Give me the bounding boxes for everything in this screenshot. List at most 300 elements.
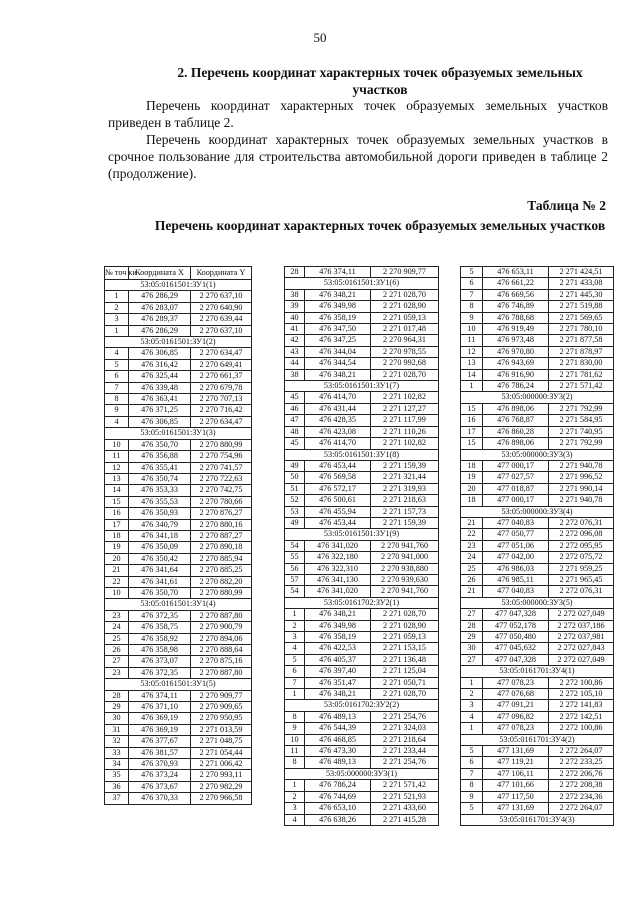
point-number: 31 <box>105 724 129 735</box>
point-row <box>285 620 439 631</box>
point-number: 2 <box>461 689 483 700</box>
plot-group-row <box>285 597 439 608</box>
coordinate-y: 2 270 716,42 <box>191 405 252 416</box>
coordinate-y: 2 270 661,37 <box>191 371 252 382</box>
point-row <box>105 451 252 462</box>
point-number: 28 <box>461 620 483 631</box>
coordinate-x: 476 358,19 <box>305 312 371 323</box>
coordinate-y: 2 270 909,77 <box>191 690 252 701</box>
coordinate-x: 476 500,61 <box>305 495 371 506</box>
point-row <box>105 496 252 507</box>
point-number: 9 <box>105 405 129 416</box>
coordinate-y: 2 270 637,10 <box>191 291 252 302</box>
coordinate-x: 476 350,70 <box>129 439 191 450</box>
point-row <box>105 610 252 621</box>
coordinate-x: 476 325,44 <box>129 371 191 382</box>
point-row <box>285 586 439 597</box>
point-number: 10 <box>105 587 129 598</box>
coordinate-y: 2 270 722,63 <box>191 473 252 484</box>
table-header-row <box>105 267 252 280</box>
coordinate-x: 476 341,61 <box>129 576 191 587</box>
point-number: 28 <box>285 267 305 278</box>
point-row <box>285 791 439 802</box>
point-number: 18 <box>461 495 483 506</box>
point-number: 22 <box>461 529 483 540</box>
coordinate-y: 2 272 234,36 <box>549 791 614 802</box>
coordinate-x: 477 106,11 <box>483 768 549 779</box>
coordinate-y: 2 270 649,41 <box>191 359 252 370</box>
point-row <box>285 746 439 757</box>
coordinate-y: 2 270 707,13 <box>191 394 252 405</box>
point-number: 5 <box>461 746 483 757</box>
coordinate-y: 2 272 141,83 <box>549 700 614 711</box>
point-number: 4 <box>105 348 129 359</box>
coordinate-x: 476 341,130 <box>305 574 371 585</box>
coordinate-y: 2 270 885,94 <box>191 553 252 564</box>
coordinate-x: 476 286,29 <box>129 325 191 336</box>
coordinate-x: 476 350,93 <box>129 508 191 519</box>
coordinate-y: 2 272 233,25 <box>549 757 614 768</box>
coordinate-x: 476 422,53 <box>305 643 371 654</box>
coordinate-y: 2 271 781,62 <box>549 369 614 380</box>
point-row <box>285 517 439 528</box>
coordinate-x: 476 348,21 <box>305 369 371 380</box>
point-number: 34 <box>105 759 129 770</box>
coordinate-x: 476 397,40 <box>305 666 371 677</box>
point-row <box>461 654 614 665</box>
coordinate-y: 2 270 938,880 <box>371 563 439 574</box>
point-row <box>105 416 252 427</box>
coordinate-y: 2 270 887,80 <box>191 667 252 678</box>
point-row <box>105 542 252 553</box>
point-row <box>105 656 252 667</box>
coordinate-y: 2 271 571,42 <box>371 780 439 791</box>
point-row <box>461 609 614 620</box>
coordinate-x: 477 131,69 <box>483 746 549 757</box>
point-row <box>105 633 252 644</box>
coordinate-y: 2 270 640,90 <box>191 302 252 313</box>
point-row <box>105 576 252 587</box>
point-row <box>105 713 252 724</box>
coordinate-x: 476 286,29 <box>129 291 191 302</box>
point-number: 52 <box>285 495 305 506</box>
coordinate-x: 476 283,07 <box>129 302 191 313</box>
point-number: 27 <box>461 609 483 620</box>
coordinate-x: 476 572,17 <box>305 483 371 494</box>
coordinate-y: 2 270 939,630 <box>371 574 439 585</box>
point-number: 21 <box>461 517 483 528</box>
point-number: 22 <box>105 576 129 587</box>
point-number: 24 <box>105 622 129 633</box>
coordinate-y: 2 272 095,95 <box>549 540 614 551</box>
coordinate-x: 476 374,11 <box>305 267 371 278</box>
coordinate-x: 477 078,23 <box>483 677 549 688</box>
point-row <box>285 472 439 483</box>
plot-group-row <box>285 529 439 540</box>
point-row <box>105 759 252 770</box>
point-number: 1 <box>105 325 129 336</box>
coordinate-y: 2 271 218,64 <box>371 734 439 745</box>
coordinate-y: 2 270 890,18 <box>191 542 252 553</box>
coordinate-x: 476 369,19 <box>129 713 191 724</box>
point-row <box>105 508 252 519</box>
point-number: 40 <box>285 312 305 323</box>
point-row <box>105 359 252 370</box>
coordinate-y: 2 271 050,71 <box>371 677 439 688</box>
coordinate-x: 477 117,50 <box>483 791 549 802</box>
coordinate-y: 2 271 433,60 <box>371 803 439 814</box>
point-number: 27 <box>461 654 483 665</box>
point-number: 24 <box>461 552 483 563</box>
point-number: 21 <box>105 565 129 576</box>
coordinate-x: 477 040,83 <box>483 586 549 597</box>
coordinates-table-column-2 <box>284 266 439 826</box>
point-row <box>461 278 614 289</box>
point-row <box>105 622 252 633</box>
coordinate-y: 2 271 959,25 <box>549 563 614 574</box>
coordinate-y: 2 270 993,11 <box>191 770 252 781</box>
point-number: 41 <box>285 324 305 335</box>
point-row <box>285 666 439 677</box>
coordinate-y: 2 271 153,15 <box>371 643 439 654</box>
coordinate-x: 476 351,47 <box>305 677 371 688</box>
point-number: 14 <box>461 369 483 380</box>
coordinate-y: 2 272 076,31 <box>549 586 614 597</box>
point-row <box>461 346 614 357</box>
plot-id: 53:05:0161702:ЗУ2(1) <box>285 597 439 608</box>
coordinate-y: 2 272 105,10 <box>549 689 614 700</box>
plot-group-row <box>105 337 252 348</box>
point-number: 44 <box>285 358 305 369</box>
point-number: 19 <box>105 542 129 553</box>
coordinate-y: 2 271 028,70 <box>371 369 439 380</box>
coordinate-y: 2 271 218,63 <box>371 495 439 506</box>
point-number: 6 <box>285 666 305 677</box>
coordinate-x: 476 350,42 <box>129 553 191 564</box>
point-row <box>285 301 439 312</box>
point-row <box>285 711 439 722</box>
coordinate-x: 476 344,04 <box>305 346 371 357</box>
point-row <box>461 381 614 392</box>
point-row <box>105 302 252 313</box>
point-row <box>105 405 252 416</box>
point-number: 35 <box>105 770 129 781</box>
point-number: 8 <box>285 711 305 722</box>
plot-group-row <box>461 814 614 825</box>
plot-id: 53:05:0161501:ЗУ1(1) <box>105 280 252 291</box>
coordinate-y: 2 271 028,70 <box>371 609 439 620</box>
coordinate-x: 477 000,17 <box>483 495 549 506</box>
point-row <box>285 734 439 745</box>
plot-id: 53:05:0161501:ЗУ1(5) <box>105 679 252 690</box>
point-number: 26 <box>461 574 483 585</box>
plot-id: 53:05:0161701:ЗУ4(3) <box>461 814 614 825</box>
point-row <box>461 803 614 814</box>
plot-id: 53:05:000000:ЗУ3(2) <box>461 392 614 403</box>
coordinate-x: 476 355,41 <box>129 462 191 473</box>
coordinate-y: 2 271 254,76 <box>371 757 439 768</box>
point-number: 1 <box>285 780 305 791</box>
coordinate-x: 476 423,08 <box>305 426 371 437</box>
coordinate-y: 2 271 233,44 <box>371 746 439 757</box>
point-number: 5 <box>461 803 483 814</box>
point-number: 10 <box>285 734 305 745</box>
coordinate-y: 2 271 940,78 <box>549 495 614 506</box>
coordinate-y: 2 270 754,96 <box>191 451 252 462</box>
coordinate-y: 2 270 634,47 <box>191 348 252 359</box>
coordinate-x: 476 341,18 <box>129 530 191 541</box>
plot-group-row <box>461 597 614 608</box>
coordinate-y: 2 271 792,99 <box>549 403 614 414</box>
coordinate-y: 2 271 159,39 <box>371 460 439 471</box>
coordinate-y: 2 271 059,13 <box>371 632 439 643</box>
point-row <box>285 312 439 323</box>
point-number: 8 <box>105 394 129 405</box>
coordinate-y: 2 272 037,186 <box>549 620 614 631</box>
point-row <box>285 814 439 825</box>
point-number: 4 <box>105 416 129 427</box>
point-number: 11 <box>105 451 129 462</box>
coordinate-y: 2 271 102,82 <box>371 438 439 449</box>
plot-id: 53:05:0161501:ЗУ1(6) <box>285 278 439 289</box>
plot-id: 53:05:000000:ЗУ3(4) <box>461 506 614 517</box>
coordinate-x: 477 096,82 <box>483 711 549 722</box>
point-row <box>105 781 252 792</box>
point-number: 3 <box>461 700 483 711</box>
coordinate-y: 2 271 028,90 <box>371 620 439 631</box>
point-row <box>461 643 614 654</box>
point-number: 18 <box>105 530 129 541</box>
coordinate-y: 2 271 127,27 <box>371 403 439 414</box>
point-number: 3 <box>285 803 305 814</box>
point-number: 5 <box>285 654 305 665</box>
point-row <box>461 632 614 643</box>
coordinate-y: 2 271 878,97 <box>549 346 614 357</box>
point-row <box>285 506 439 517</box>
coordinate-x: 476 356,88 <box>129 451 191 462</box>
point-number: 2 <box>105 302 129 313</box>
point-row <box>105 371 252 382</box>
header-point-number: № точ ки <box>105 267 129 280</box>
coordinate-y: 2 271 319,93 <box>371 483 439 494</box>
coordinate-y: 2 272 208,38 <box>549 780 614 791</box>
coordinate-y: 2 270 679,78 <box>191 382 252 393</box>
coordinate-x: 476 414,70 <box>305 438 371 449</box>
plot-id: 53:05:0161501:ЗУ1(2) <box>105 337 252 348</box>
point-number: 16 <box>105 508 129 519</box>
point-row <box>461 780 614 791</box>
plot-id: 53:05:0161501:ЗУ1(8) <box>285 449 439 460</box>
coordinate-x: 476 405,37 <box>305 654 371 665</box>
point-row <box>105 747 252 758</box>
coordinate-y: 2 271 940,78 <box>549 460 614 471</box>
point-row <box>105 325 252 336</box>
point-number: 46 <box>285 403 305 414</box>
coordinate-y: 2 271 125,04 <box>371 666 439 677</box>
point-row <box>461 700 614 711</box>
coordinate-y: 2 271 028,90 <box>371 301 439 312</box>
point-number: 3 <box>105 314 129 325</box>
coordinate-y: 2 271 028,70 <box>371 289 439 300</box>
point-row <box>461 586 614 597</box>
plot-group-row <box>285 768 439 779</box>
point-row <box>285 415 439 426</box>
coordinate-x: 476 746,89 <box>483 301 549 312</box>
point-row <box>105 736 252 747</box>
point-number: 6 <box>105 371 129 382</box>
header-coordinate-y: Координата Y <box>191 267 252 280</box>
coordinate-y: 2 270 634,47 <box>191 416 252 427</box>
coordinate-y: 2 270 742,75 <box>191 485 252 496</box>
coordinate-x: 476 347,50 <box>305 324 371 335</box>
point-row <box>461 529 614 540</box>
point-number: 54 <box>285 540 305 551</box>
point-row <box>285 780 439 791</box>
coordinates-table-column-1 <box>104 266 252 805</box>
point-number: 13 <box>461 358 483 369</box>
point-number: 11 <box>461 335 483 346</box>
coordinate-y: 2 271 013,59 <box>191 724 252 735</box>
coordinate-y: 2 270 885,25 <box>191 565 252 576</box>
plot-group-row <box>105 280 252 291</box>
coordinate-x: 476 372,35 <box>129 610 191 621</box>
coordinate-x: 476 349,98 <box>305 620 371 631</box>
coordinate-x: 476 369,19 <box>129 724 191 735</box>
point-row <box>105 690 252 701</box>
coordinate-y: 2 270 887,80 <box>191 610 252 621</box>
coordinate-x: 476 916,90 <box>483 369 549 380</box>
coordinate-y: 2 271 159,39 <box>371 517 439 528</box>
point-number: 15 <box>461 403 483 414</box>
coordinate-x: 476 786,24 <box>483 381 549 392</box>
point-row <box>105 519 252 530</box>
point-row <box>285 552 439 563</box>
coordinate-y: 2 270 741,57 <box>191 462 252 473</box>
coordinate-y: 2 271 424,51 <box>549 267 614 278</box>
point-row <box>461 438 614 449</box>
point-number: 8 <box>461 301 483 312</box>
point-number: 38 <box>285 369 305 380</box>
coordinate-x: 476 381,57 <box>129 747 191 758</box>
coordinate-x: 476 363,41 <box>129 394 191 405</box>
coordinate-x: 476 358,19 <box>305 632 371 643</box>
coordinate-y: 2 270 639,44 <box>191 314 252 325</box>
point-row <box>285 438 439 449</box>
plot-group-row <box>285 700 439 711</box>
coordinate-x: 477 051,06 <box>483 540 549 551</box>
point-row <box>461 552 614 563</box>
coordinate-y: 2 271 519,88 <box>549 301 614 312</box>
coordinate-x: 477 119,21 <box>483 757 549 768</box>
paragraph-1: Перечень координат характерных точек образуемых земельных участков приведен в таблице 2. <box>108 98 608 130</box>
coordinate-x: 476 919,49 <box>483 324 549 335</box>
point-row <box>105 439 252 450</box>
point-number: 15 <box>105 496 129 507</box>
coordinate-x: 476 347,25 <box>305 335 371 346</box>
point-row <box>461 768 614 779</box>
point-row <box>285 483 439 494</box>
coordinate-x: 476 473,30 <box>305 746 371 757</box>
coordinate-x: 476 661,22 <box>483 278 549 289</box>
coordinate-y: 2 272 142,51 <box>549 711 614 722</box>
point-row <box>105 565 252 576</box>
point-row <box>105 394 252 405</box>
point-number: 55 <box>285 552 305 563</box>
coordinate-y: 2 271 157,73 <box>371 506 439 517</box>
coordinate-x: 476 744,69 <box>305 791 371 802</box>
point-number: 30 <box>105 713 129 724</box>
point-row <box>461 563 614 574</box>
point-row <box>461 620 614 631</box>
coordinates-table-column-3 <box>460 266 614 826</box>
page-number: 50 <box>313 30 327 45</box>
point-number: 30 <box>461 643 483 654</box>
point-row <box>285 426 439 437</box>
point-number: 18 <box>461 460 483 471</box>
point-number: 23 <box>105 667 129 678</box>
point-number: 5 <box>461 267 483 278</box>
plot-id: 53:05:0161501:ЗУ1(4) <box>105 599 252 610</box>
point-number: 7 <box>461 768 483 779</box>
coordinate-x: 476 348,21 <box>305 289 371 300</box>
coordinate-y: 2 270 941,000 <box>371 552 439 563</box>
coordinate-y: 2 272 096,08 <box>549 529 614 540</box>
coordinate-y: 2 272 206,76 <box>549 768 614 779</box>
coordinate-y: 2 270 950,95 <box>191 713 252 724</box>
plot-id: 53:05:000000:ЗУ3(3) <box>461 449 614 460</box>
point-number: 49 <box>285 517 305 528</box>
point-row <box>461 495 614 506</box>
plot-id: 53:05:0161701:ЗУ4(2) <box>461 734 614 745</box>
point-number: 1 <box>285 609 305 620</box>
point-row <box>285 803 439 814</box>
point-row <box>461 574 614 585</box>
point-number: 16 <box>461 415 483 426</box>
coordinate-x: 476 350,70 <box>129 587 191 598</box>
point-number: 50 <box>285 472 305 483</box>
coordinate-y: 2 271 028,70 <box>371 689 439 700</box>
point-number: 20 <box>105 553 129 564</box>
coordinate-x: 476 316,42 <box>129 359 191 370</box>
point-row <box>285 460 439 471</box>
coordinate-x: 476 355,53 <box>129 496 191 507</box>
coordinate-x: 476 373,24 <box>129 770 191 781</box>
point-row <box>285 358 439 369</box>
coordinate-x: 476 340,79 <box>129 519 191 530</box>
coordinate-x: 477 076,68 <box>483 689 549 700</box>
coordinate-y: 2 272 075,72 <box>549 552 614 563</box>
coordinate-x: 476 653,10 <box>305 803 371 814</box>
plot-id: 53:05:0161501:ЗУ1(7) <box>285 381 439 392</box>
point-number: 53 <box>285 506 305 517</box>
coordinate-x: 476 348,21 <box>305 689 371 700</box>
coordinate-y: 2 270 992,68 <box>371 358 439 369</box>
point-row <box>285 346 439 357</box>
point-row <box>461 312 614 323</box>
coordinate-x: 476 414,70 <box>305 392 371 403</box>
coordinate-y: 2 271 110,26 <box>371 426 439 437</box>
point-row <box>105 702 252 713</box>
point-number: 37 <box>105 793 129 804</box>
coordinate-x: 476 455,94 <box>305 506 371 517</box>
coordinate-y: 2 271 445,30 <box>549 289 614 300</box>
plot-group-row <box>461 506 614 517</box>
coordinate-x: 477 078,23 <box>483 723 549 734</box>
point-number: 1 <box>285 689 305 700</box>
coordinate-x: 476 373,07 <box>129 656 191 667</box>
coordinate-x: 476 898,06 <box>483 403 549 414</box>
coordinate-y: 2 271 740,95 <box>549 426 614 437</box>
